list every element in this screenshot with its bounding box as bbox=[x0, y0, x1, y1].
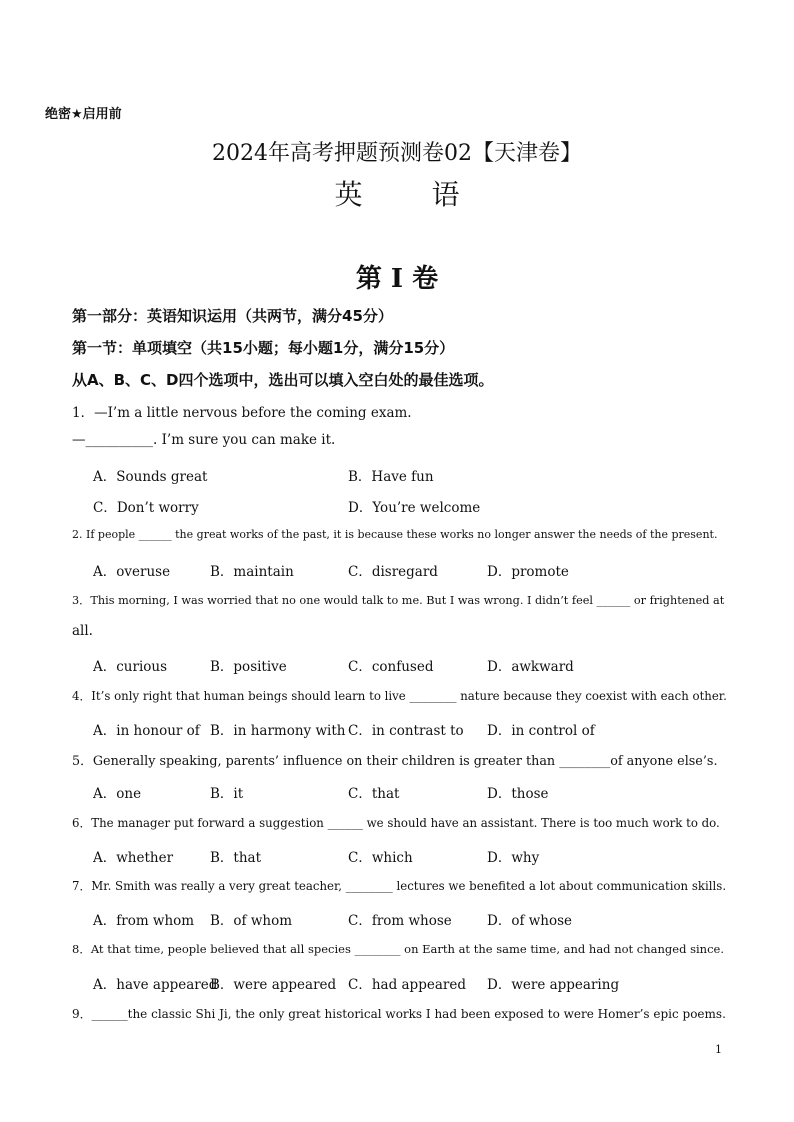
question-9: 9．______the classic Shi Ji, the only great historical works I had been exposed to were Homer’s epic poems. bbox=[72, 1007, 726, 1021]
question-2: 2. If people ______ the great works of the past, it is because these works no longer answer the needs of the present. bbox=[72, 528, 718, 541]
part-heading: 第一部分：英语知识运用（共两节，满分45分） bbox=[72, 307, 393, 325]
q8-option-a: A．have appeared bbox=[93, 977, 218, 993]
question-7: 7．Mr. Smith was really a very great teacher, ________ lectures we benefited a lot about communication skills. bbox=[72, 879, 727, 893]
question-1-line2: —__________. I’m sure you can make it. bbox=[72, 432, 336, 448]
confidential-label: 绝密★启用前 bbox=[45, 107, 122, 122]
q4-option-d: D．in control of bbox=[487, 723, 595, 739]
q3-option-c: C．confused bbox=[348, 659, 434, 675]
question-1-line1: 1．—I’m a little nervous before the coming exam. bbox=[72, 405, 412, 421]
instruction-text: 从A、B、C、D四个选项中，选出可以填入空白处的最佳选项。 bbox=[72, 371, 494, 389]
q6-option-c: C．which bbox=[348, 850, 413, 866]
question-4: 4．It’s only right that human beings should learn to live ________ nature because they coexist with each other. bbox=[72, 689, 727, 703]
page-number: 1 bbox=[715, 1043, 722, 1056]
q7-option-b: B．of whom bbox=[210, 913, 293, 929]
q8-option-d: D．were appearing bbox=[487, 977, 620, 993]
q6-option-b: B．that bbox=[210, 850, 262, 866]
q4-option-a: A．in honour of bbox=[93, 723, 200, 739]
q7-option-a: A．from whom bbox=[93, 913, 195, 929]
question-3-line1: 3．This morning, I was worried that no one would talk to me. But I was wrong. I didn’t feel ______ or frightened at bbox=[72, 594, 725, 607]
q7-option-c: C．from whose bbox=[348, 913, 452, 929]
question-3-line2: all. bbox=[72, 623, 93, 639]
q2-option-b: B．maintain bbox=[210, 564, 294, 580]
q5-option-b: B．it bbox=[210, 786, 244, 802]
q4-option-b: B．in harmony with bbox=[210, 723, 346, 739]
exam-title: 2024年高考押题预测卷02【天津卷】 bbox=[212, 141, 582, 166]
q5-option-a: A．one bbox=[93, 786, 142, 802]
volume-heading: 第 I 卷 bbox=[355, 264, 439, 294]
question-8: 8．At that time, people believed that all species ________ on Earth at the same time, and had not changed since. bbox=[72, 942, 724, 956]
q3-option-b: B．positive bbox=[210, 659, 287, 675]
q8-option-c: C．had appeared bbox=[348, 977, 466, 993]
section-heading: 第一节：单项填空（共15小题；每小题1分，满分15分） bbox=[72, 339, 455, 357]
q1-option-a: A．Sounds great bbox=[93, 469, 208, 485]
q2-option-c: C．disregard bbox=[348, 564, 438, 580]
question-6: 6．The manager put forward a suggestion ______ we should have an assistant. There is too much work to do. bbox=[72, 816, 720, 830]
q1-option-c: C．Don’t worry bbox=[93, 500, 199, 516]
q7-option-d: D．of whose bbox=[487, 913, 573, 929]
q6-option-a: A．whether bbox=[93, 850, 174, 866]
q4-option-c: C．in contrast to bbox=[348, 723, 464, 739]
q5-option-d: D．those bbox=[487, 786, 549, 802]
q5-option-c: C．that bbox=[348, 786, 400, 802]
question-5: 5．Generally speaking, parents’ influence on their children is greater than ________of anyone else’s. bbox=[72, 754, 718, 769]
q1-option-b: B．Have fun bbox=[348, 469, 434, 485]
q2-option-a: A．overuse bbox=[93, 564, 171, 580]
q6-option-d: D．why bbox=[487, 850, 540, 866]
q8-option-b: B．were appeared bbox=[210, 977, 337, 993]
subject-title: 英 语 bbox=[334, 178, 490, 211]
q2-option-d: D．promote bbox=[487, 564, 569, 580]
q3-option-d: D．awkward bbox=[487, 659, 574, 675]
q1-option-d: D．You’re welcome bbox=[348, 500, 481, 516]
q3-option-a: A．curious bbox=[93, 659, 168, 675]
